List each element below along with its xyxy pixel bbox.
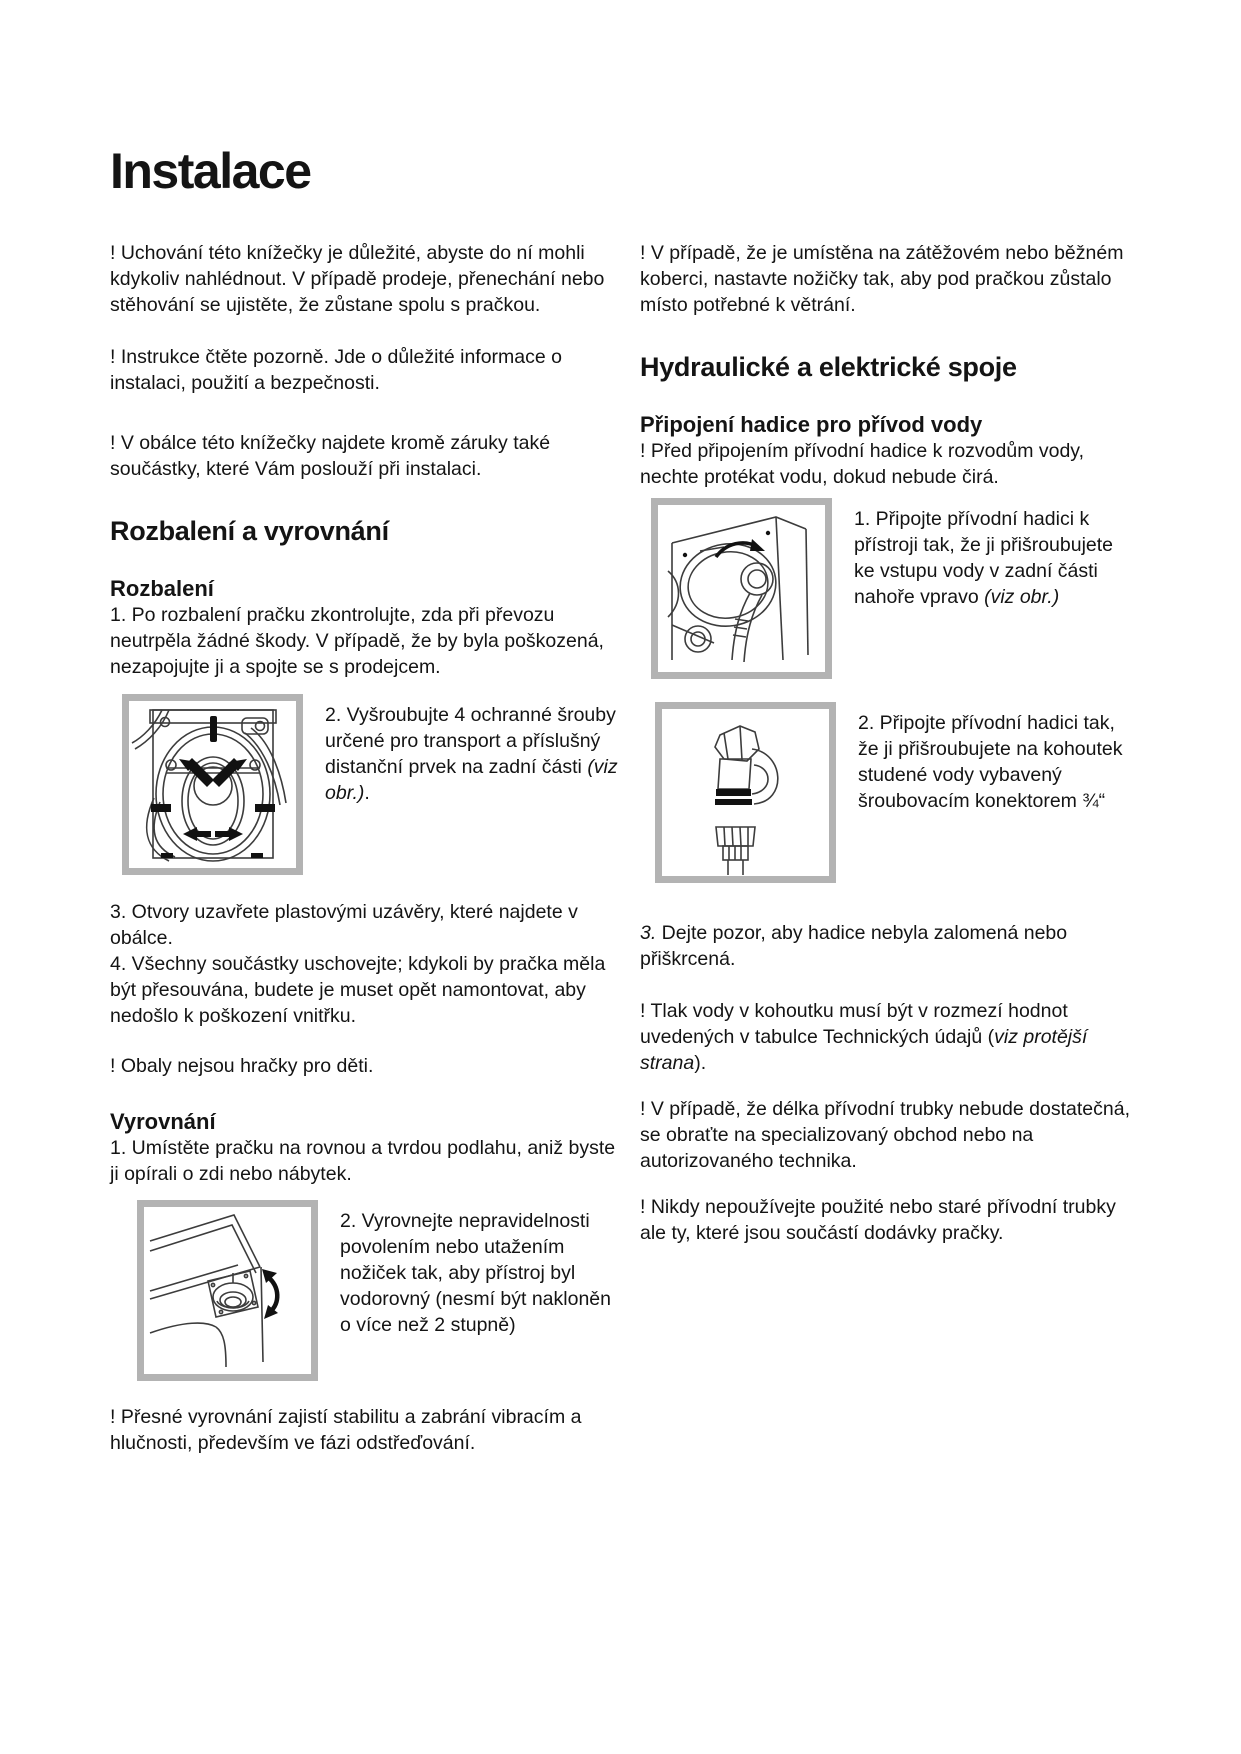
section-heading-hydraulic-electric: Hydraulické a elektrické spoje	[640, 352, 1017, 382]
unpacking-step-3: 3. Otvory uzavřete plastovými uzávěry, které najdete v obálce.	[110, 901, 578, 949]
note-text-end: ).	[694, 1052, 707, 1074]
left-column	[110, 240, 618, 1456]
note-packaging-not-toys: ! Obaly nejsou hračky pro děti.	[110, 1055, 374, 1077]
adjustable-leveling-foot-figure	[137, 1200, 318, 1381]
subheading-unpacking: Rozbalení	[110, 576, 214, 601]
page-title: Instalace	[110, 143, 311, 199]
subheading-water-inlet-hose: Připojení hadice pro přívod vody	[640, 412, 983, 437]
unpacking-step-2-caption	[303, 694, 618, 806]
figure-row-hose-fittings	[640, 702, 1138, 883]
washer-back-illustration	[129, 701, 296, 868]
step-text: Dejte pozor, aby hadice nebyla zalomená nebo přiškrcená.	[640, 922, 1068, 970]
inlet-step-1-caption	[832, 498, 1138, 610]
section-heading-unpacking-levelling: Rozbalení a vyrovnání	[110, 516, 389, 546]
note-carpet: ! V případě, že je umístěna na zátěžovém nebo běžném koberci, nastavte nožičky tak, aby pod pračkou zůstalo místo potřebné k větrání.	[640, 242, 1124, 316]
caption-text: 2. Připojte přívodní hadici tak, že ji přišroubujete na kohoutek studené vody vybavený šroubovacím konektorem ¾“	[858, 712, 1123, 812]
inlet-step-2-caption	[836, 702, 1138, 814]
note-never-reuse-hoses: ! Nikdy nepoužívejte použité nebo staré přívodní trubky ale ty, které jsou součástí dodávky pračky.	[640, 1196, 1116, 1244]
note-hose-length: ! V případě, že délka přívodní trubky nebude dostatečná, se obraťte na specializovaný obchod nebo na autorizovaného technika.	[640, 1098, 1130, 1172]
caption-text: 2. Vyrovnejte nepravidelnosti povolením nebo utažením nožiček tak, aby přístroj byl vodorovný (nesmí být nakloněn o více než 2 stupně)	[340, 1210, 611, 1336]
caption-text: 1. Připojte přívodní hadici k přístroji tak, že ji přišroubujete ke vstupu vody v zadní části nahoře vpravo	[854, 508, 1114, 608]
note-flush-water: ! Před připojením přívodní hadice k rozvodům vody, nechte protékat vodu, dokud nebude čirá.	[640, 440, 1085, 488]
unpacking-step-4: 4. Všechny součástky uschovejte; kdykoli by pračka měla být přesouvána, budete je muset opět namontovat, aby nedošlo k poškození vnitřku.	[110, 953, 606, 1027]
figure-row-leveling-foot	[110, 1200, 618, 1381]
step-number-italic: 3.	[640, 922, 657, 944]
caption-italic: (viz obr.)	[325, 756, 618, 804]
hose-fittings-illustration	[662, 709, 829, 876]
note-water-pressure	[640, 998, 1138, 1076]
note-text: ! Tlak vody v kohoutku musí být v rozmezí hodnot uvedených v tabulce Technických údajů (	[640, 1000, 1068, 1048]
unpacking-step-1: 1. Po rozbalení pračku zkontrolujte, zda při převozu neutrpěla žádné škody. V případě, že by byla poškozená, nezapojujte ji a spojte se s prodejcem.	[110, 604, 604, 678]
leveling-foot-illustration	[144, 1207, 311, 1374]
figure-row-water-inlet	[640, 498, 1138, 679]
note-read-instructions: ! Instrukce čtěte pozorně. Jde o důležité informace o instalaci, použití a bezpečnosti.	[110, 346, 562, 394]
water-inlet-illustration	[658, 505, 825, 672]
washer-back-transport-screws-figure	[122, 694, 303, 875]
caption-text: 2. Vyšroubujte 4 ochranné šrouby určené pro transport a příslušný distanční prvek na zadní části	[325, 704, 616, 778]
note-italic: viz protější strana	[640, 1026, 1088, 1074]
levelling-step-2-caption	[318, 1200, 618, 1338]
levelling-step-1: 1. Umístěte pračku na rovnou a tvrdou podlahu, aniž byste ji opírali o zdi nebo nábytek.	[110, 1137, 616, 1185]
figure-row-washer-back	[110, 694, 618, 875]
note-envelope-parts: ! V obálce této knížečky najdete kromě záruky také součástky, které Vám poslouží při instalaci.	[110, 432, 551, 480]
water-inlet-hose-connection-figure	[651, 498, 832, 679]
caption-italic: (viz obr.)	[984, 586, 1060, 608]
caption-text-end: .	[364, 782, 370, 804]
subheading-levelling: Vyrovnání	[110, 1109, 216, 1134]
note-keep-booklet: ! Uchování této knížečky je důležité, abyste do ní mohli kdykoliv nahlédnout. V případě prodeje, přenechání nebo stěhování se ujistěte, že zůstane spolu s pračkou.	[110, 242, 605, 316]
inlet-step-3	[640, 920, 1138, 972]
note-precise-levelling: ! Přesné vyrovnání zajistí stabilitu a zabrání vibracím a hlučnosti, především ve fázi odstřeďování.	[110, 1406, 582, 1454]
inlet-hose-fittings-figure	[655, 702, 836, 883]
right-column	[640, 240, 1138, 1246]
